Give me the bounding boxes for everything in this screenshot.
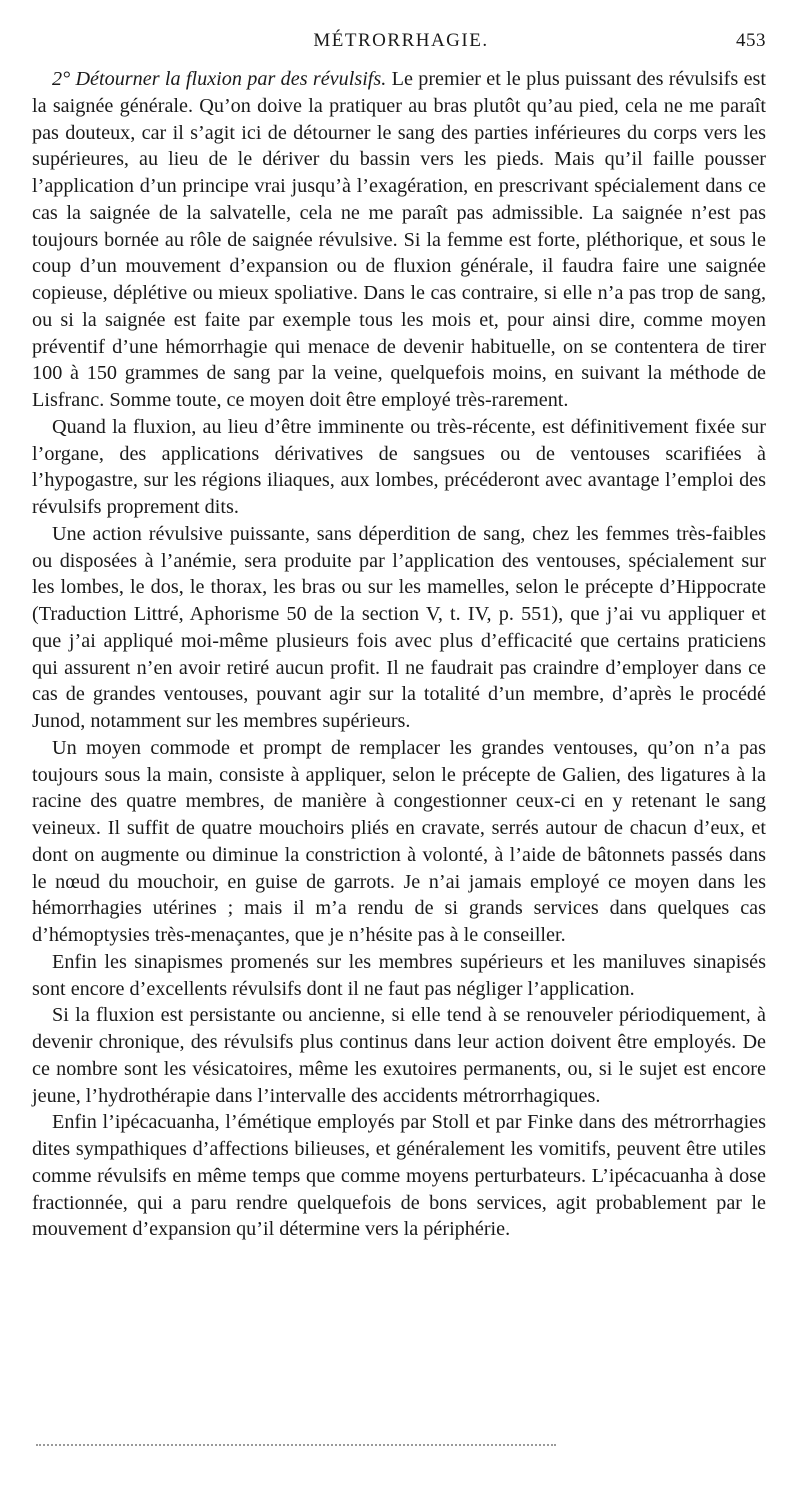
- paragraph-text: Un moyen commode et prompt de remplacer les grandes ventouses, qu’on n’a pas toujours sous la main, consiste à appliquer, selon le précepte de Galien, des ligatures à la racine des quatre membres, de manière à congestionner ceux-ci en y retenant le sang veineux. Il suffit de quatre mouchoirs pliés en cravate, serrés autour de chacun d’eux, et dont on augmente ou diminue la constriction à volonté, à l’aide de bâtonnets passés dans le nœud du mouchoir, en guise de garrots. Je n’ai jamais employé ce moyen dans les hémorrhagies utérines ; mais il m’a rendu de si grands services dans quelques cas d’hémoptysies très-menaçantes, que je n’hésite pas à le conseiller.: [32, 736, 766, 946]
- paragraph-text: Quand la fluxion, au lieu d’être imminente ou très-récente, est définitivement fixée sur l’organe, des applications dérivatives de sangsues ou de ventouses scarifiées à l’hypogastre, sur les régions iliaques, aux lombes, précéderont avec avantage l’emploi des révulsifs proprement dits.: [32, 415, 766, 518]
- page-body: [32, 66, 766, 1243]
- footer-rule: [36, 1444, 556, 1446]
- paragraph-text: Si la fluxion est persistante ou ancienne, si elle tend à se renouveler périodiquement, à devenir chronique, des révulsifs plus continus dans leur action doivent être employés. De ce nombre sont les vésicatoires, même les exutoires permanents, ou, si le sujet est encore jeune, l’hydrothérapie dans l’intervalle des accidents métrorrhagiques.: [32, 1004, 766, 1107]
- paragraph-text: Le premier et le plus puissant des révulsifs est la saignée générale. Qu’on doive la pratiquer au bras plutôt qu’au pied, cela ne me paraît pas douteux, car il s’agit ici de détourner le sang des parties inférieures du corps vers les supérieures, au lieu de le dériver du bassin vers les pieds. Mais qu’il faille pousser l’application d’un principe vrai jusqu’à l’exagération, en prescrivant spécialement dans ce cas la saignée de la salvatelle, cela ne me paraît pas admissible. La saignée n’est pas toujours bornée au rôle de saignée révulsive. Si la femme est forte, pléthorique, et sous le coup d’un mouvement d’expansion ou de fluxion générale, il faudra faire une saignée copieuse, déplétive ou mieux spoliative. Dans le cas contraire, si elle n’a pas trop de sang, ou si la saignée est faite par exemple tous les mois et, pour ainsi dire, comme moyen préventif d’une hémorrhagie qui menace de devenir habituelle, on se contentera de tirer 100 à 150 grammes de sang par la veine, quelquefois moins, en suivant la méthode de Lisfranc. Somme toute, ce moyen doit être employé très-rarement.: [32, 68, 766, 411]
- paragraph-ventouses: [32, 521, 766, 735]
- paragraph-ligatures: [32, 735, 766, 949]
- section-heading: 2° Détourner la fluxion par des révulsifs.: [52, 68, 387, 90]
- paragraph-text: Une action révulsive puissante, sans déperdition de sang, chez les femmes très-faibles ou disposées à l’anémie, sera produite par l’application des ventouses, spécialement sur les lombes, le dos, le thorax, les bras ou sur les mamelles, selon le précepte d’Hippocrate (Traduction Littré, Aphorisme 50 de la section V, t. IV, p. 551), que j’ai vu appliquer et que j’ai appliqué moi-même plusieurs fois avec plus d’efficacité que certains praticiens qui assurent n’en avoir retiré aucun profit. Il ne faudrait pas craindre d’employer dans ce cas de grandes ventouses, pouvant agir sur la totalité d’un membre, d’après le procédé Junod, notamment sur les membres supérieurs.: [32, 522, 766, 732]
- paragraph-sinapismes: [32, 949, 766, 1003]
- running-title: MÉTRORRHAGIE.: [313, 30, 489, 51]
- paragraph-text: Enfin l’ipécacuanha, l’émétique employés par Stoll et par Finke dans des métrorrhagies dites sympathiques d’affections bilieuses, et généralement les vomitifs, peuvent être utiles comme révulsifs en même temps que comme moyens perturbateurs. L’ipécacuanha à dose fractionnée, qui a paru rendre quelquefois de bons services, agit probablement par le mouvement d’expansion qu’il détermine vers la périphérie.: [32, 1111, 766, 1241]
- paragraph-fluxion-persistante: [32, 1002, 766, 1109]
- paragraph-fluxion-fixee: [32, 414, 766, 521]
- running-head: [32, 30, 770, 60]
- paragraph-text: Enfin les sinapismes promenés sur les membres supérieurs et les maniluves sinapisés sont encore d’excellents révulsifs dont il ne faut pas négliger l’application.: [32, 950, 766, 1000]
- paragraph-ipecacuanha: [32, 1109, 766, 1243]
- paragraph-revulsifs: [32, 66, 766, 414]
- page-number: 453: [736, 30, 766, 51]
